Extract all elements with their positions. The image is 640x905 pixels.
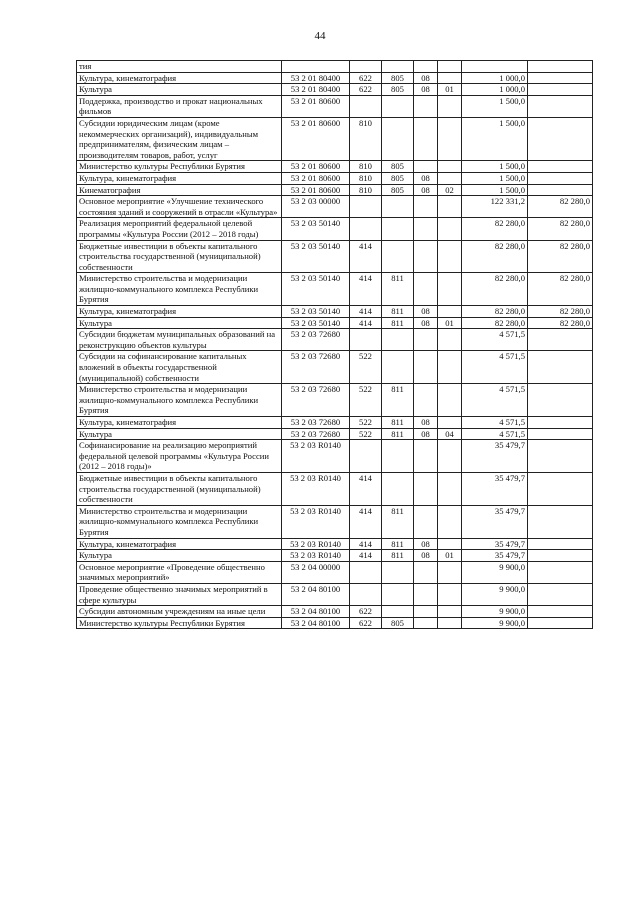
row-rz-cell	[414, 218, 438, 240]
row-vr-cell	[350, 95, 382, 117]
row-grbs-cell: 805	[382, 72, 414, 84]
row-name-cell: Основное мероприятие «Проведение общественно значимых мероприятий»	[77, 561, 282, 583]
row-sum1-cell: 9 900,0	[462, 561, 528, 583]
table-row	[77, 351, 593, 384]
row-rz-cell	[414, 329, 438, 351]
row-name-cell: Проведение общественно значимых мероприятий в сфере культуры	[77, 583, 282, 605]
row-grbs-cell	[382, 61, 414, 73]
row-rz-cell	[414, 95, 438, 117]
row-sum1-cell: 4 571,5	[462, 351, 528, 384]
row-vr-cell	[350, 196, 382, 218]
row-vr-cell	[350, 583, 382, 605]
row-sum2-cell: 82 280,0	[528, 196, 593, 218]
row-sum2-cell	[528, 384, 593, 417]
row-rz-cell: 08	[414, 84, 438, 96]
row-sum1-cell: 9 900,0	[462, 583, 528, 605]
row-sum1-cell: 122 331,2	[462, 196, 528, 218]
table-row	[77, 172, 593, 184]
row-sum2-cell	[528, 617, 593, 629]
row-sum1-cell: 4 571,5	[462, 329, 528, 351]
table-row	[77, 61, 593, 73]
budget-table	[76, 60, 593, 629]
row-rz-cell	[414, 617, 438, 629]
row-pr-cell	[438, 95, 462, 117]
row-sum1-cell: 82 280,0	[462, 317, 528, 329]
row-vr-cell: 522	[350, 417, 382, 429]
row-rz-cell	[414, 117, 438, 160]
row-rz-cell	[414, 273, 438, 306]
row-pr-cell	[438, 384, 462, 417]
row-code-cell: 53 2 01 80400	[282, 72, 350, 84]
row-grbs-cell	[382, 606, 414, 618]
row-vr-cell	[350, 440, 382, 473]
row-pr-cell	[438, 61, 462, 73]
row-rz-cell	[414, 505, 438, 538]
table-row	[77, 505, 593, 538]
row-vr-cell	[350, 561, 382, 583]
row-rz-cell: 08	[414, 538, 438, 550]
row-pr-cell	[438, 505, 462, 538]
row-sum2-cell	[528, 561, 593, 583]
row-vr-cell: 414	[350, 550, 382, 562]
row-name-cell: Министерство строительства и модернизации жилищно-коммунального комплекса Республики Бурятия	[77, 505, 282, 538]
row-name-cell: Софинансирование на реализацию мероприятий федеральной целевой программы «Культура России (2012 – 2018 годы)»	[77, 440, 282, 473]
row-name-cell: Культура	[77, 317, 282, 329]
row-sum2-cell	[528, 329, 593, 351]
row-sum2-cell	[528, 61, 593, 73]
row-vr-cell: 414	[350, 538, 382, 550]
row-grbs-cell: 805	[382, 617, 414, 629]
row-grbs-cell	[382, 117, 414, 160]
row-sum2-cell: 82 280,0	[528, 317, 593, 329]
row-sum1-cell: 4 571,5	[462, 384, 528, 417]
row-sum1-cell: 82 280,0	[462, 240, 528, 273]
row-pr-cell	[438, 161, 462, 173]
row-rz-cell	[414, 196, 438, 218]
row-vr-cell	[350, 218, 382, 240]
row-grbs-cell: 811	[382, 505, 414, 538]
row-code-cell: 53 2 04 80100	[282, 583, 350, 605]
row-code-cell: 53 2 03 72680	[282, 384, 350, 417]
row-grbs-cell: 811	[382, 417, 414, 429]
row-sum2-cell	[528, 472, 593, 505]
row-vr-cell	[350, 329, 382, 351]
row-vr-cell: 522	[350, 428, 382, 440]
page-number: 44	[314, 30, 326, 42]
row-code-cell: 53 2 01 80600	[282, 172, 350, 184]
row-name-cell: Субсидии на софинансирование капитальных вложений в объекты государственной (муниципальной) собственности	[77, 351, 282, 384]
row-sum1-cell: 1 500,0	[462, 184, 528, 196]
row-grbs-cell	[382, 472, 414, 505]
row-pr-cell	[438, 351, 462, 384]
row-sum1-cell: 4 571,5	[462, 417, 528, 429]
row-sum2-cell	[528, 172, 593, 184]
row-vr-cell	[350, 61, 382, 73]
row-sum2-cell: 82 280,0	[528, 273, 593, 306]
row-vr-cell: 414	[350, 240, 382, 273]
row-grbs-cell	[382, 196, 414, 218]
row-grbs-cell: 811	[382, 428, 414, 440]
row-grbs-cell	[382, 583, 414, 605]
row-rz-cell	[414, 472, 438, 505]
row-rz-cell: 08	[414, 428, 438, 440]
table-row	[77, 472, 593, 505]
row-name-cell: Субсидии юридическим лицам (кроме некоммерческих организаций), индивидуальным предпринимателям, физическим лицам – производителям товаров, работ, услуг	[77, 117, 282, 160]
row-pr-cell: 04	[438, 428, 462, 440]
row-name-cell: тия	[77, 61, 282, 73]
row-code-cell: 53 2 03 50140	[282, 317, 350, 329]
row-pr-cell: 01	[438, 317, 462, 329]
table-row	[77, 329, 593, 351]
row-grbs-cell: 805	[382, 84, 414, 96]
row-rz-cell	[414, 61, 438, 73]
row-sum2-cell: 82 280,0	[528, 306, 593, 318]
row-vr-cell: 810	[350, 117, 382, 160]
row-code-cell: 53 2 03 50140	[282, 240, 350, 273]
row-code-cell: 53 2 01 80600	[282, 117, 350, 160]
row-rz-cell: 08	[414, 184, 438, 196]
row-sum2-cell	[528, 440, 593, 473]
table-row	[77, 184, 593, 196]
row-vr-cell: 522	[350, 351, 382, 384]
table-row	[77, 428, 593, 440]
row-pr-cell	[438, 306, 462, 318]
row-sum2-cell	[528, 583, 593, 605]
row-name-cell: Культура, кинематография	[77, 417, 282, 429]
table-row	[77, 240, 593, 273]
row-vr-cell: 414	[350, 273, 382, 306]
row-sum2-cell	[528, 505, 593, 538]
row-vr-cell: 622	[350, 606, 382, 618]
row-sum2-cell	[528, 184, 593, 196]
row-sum2-cell: 82 280,0	[528, 240, 593, 273]
table-row	[77, 617, 593, 629]
row-sum1-cell: 82 280,0	[462, 218, 528, 240]
row-sum1-cell: 1 500,0	[462, 161, 528, 173]
row-sum1-cell: 82 280,0	[462, 273, 528, 306]
table-row	[77, 196, 593, 218]
row-name-cell: Культура, кинематография	[77, 538, 282, 550]
table-row	[77, 550, 593, 562]
row-code-cell: 53 2 03 72680	[282, 329, 350, 351]
row-pr-cell	[438, 538, 462, 550]
row-name-cell: Культура, кинематография	[77, 72, 282, 84]
row-code-cell: 53 2 03 72680	[282, 417, 350, 429]
row-name-cell: Бюджетные инвестиции в объекты капитального строительства государственной (муниципальной) собственности	[77, 472, 282, 505]
row-sum2-cell	[528, 606, 593, 618]
row-vr-cell: 810	[350, 184, 382, 196]
row-name-cell: Реализация мероприятий федеральной целевой программы «Культура России (2012 – 2018 годы)	[77, 218, 282, 240]
row-name-cell: Министерство культуры Республики Бурятия	[77, 161, 282, 173]
table-row	[77, 84, 593, 96]
table-row	[77, 95, 593, 117]
row-vr-cell: 810	[350, 172, 382, 184]
row-pr-cell	[438, 440, 462, 473]
row-pr-cell	[438, 240, 462, 273]
row-sum2-cell	[528, 117, 593, 160]
row-vr-cell: 810	[350, 161, 382, 173]
row-rz-cell	[414, 561, 438, 583]
row-code-cell: 53 2 03 R0140	[282, 472, 350, 505]
row-rz-cell	[414, 384, 438, 417]
row-pr-cell: 01	[438, 84, 462, 96]
row-sum2-cell	[528, 161, 593, 173]
row-vr-cell: 414	[350, 505, 382, 538]
row-name-cell: Культура	[77, 550, 282, 562]
row-grbs-cell: 811	[382, 273, 414, 306]
table-row	[77, 117, 593, 160]
row-grbs-cell	[382, 240, 414, 273]
row-name-cell: Субсидии автономным учреждениям на иные цели	[77, 606, 282, 618]
row-sum1-cell: 9 900,0	[462, 606, 528, 618]
row-pr-cell	[438, 273, 462, 306]
table-row	[77, 72, 593, 84]
row-pr-cell	[438, 617, 462, 629]
row-name-cell: Министерство строительства и модернизации жилищно-коммунального комплекса Республики Бурятия	[77, 273, 282, 306]
row-name-cell: Культура	[77, 84, 282, 96]
row-name-cell: Поддержка, производство и прокат национальных фильмов	[77, 95, 282, 117]
row-sum2-cell	[528, 550, 593, 562]
table-row	[77, 417, 593, 429]
row-name-cell: Министерство строительства и модернизации жилищно-коммунального комплекса Республики Бурятия	[77, 384, 282, 417]
row-name-cell: Культура	[77, 428, 282, 440]
row-code-cell: 53 2 04 80100	[282, 617, 350, 629]
row-vr-cell: 622	[350, 617, 382, 629]
row-code-cell: 53 2 03 50140	[282, 306, 350, 318]
row-sum2-cell	[528, 95, 593, 117]
table-row	[77, 384, 593, 417]
row-code-cell: 53 2 01 80400	[282, 84, 350, 96]
row-rz-cell	[414, 583, 438, 605]
row-pr-cell	[438, 606, 462, 618]
row-grbs-cell	[382, 351, 414, 384]
row-code-cell: 53 2 03 00000	[282, 196, 350, 218]
row-vr-cell: 414	[350, 317, 382, 329]
row-vr-cell: 622	[350, 84, 382, 96]
row-sum2-cell	[528, 538, 593, 550]
row-grbs-cell: 805	[382, 172, 414, 184]
row-sum1-cell: 35 479,7	[462, 440, 528, 473]
row-sum1-cell: 9 900,0	[462, 617, 528, 629]
row-code-cell: 53 2 03 50140	[282, 273, 350, 306]
row-sum2-cell	[528, 417, 593, 429]
row-code-cell: 53 2 03 R0140	[282, 550, 350, 562]
table-row	[77, 538, 593, 550]
row-code-cell: 53 2 03 72680	[282, 428, 350, 440]
row-sum1-cell: 35 479,7	[462, 538, 528, 550]
row-code-cell: 53 2 03 R0140	[282, 505, 350, 538]
row-pr-cell	[438, 472, 462, 505]
row-code-cell: 53 2 04 00000	[282, 561, 350, 583]
row-grbs-cell: 811	[382, 538, 414, 550]
table-row	[77, 561, 593, 583]
table-row	[77, 306, 593, 318]
table-row	[77, 440, 593, 473]
row-vr-cell: 414	[350, 472, 382, 505]
row-rz-cell: 08	[414, 172, 438, 184]
row-rz-cell	[414, 351, 438, 384]
row-sum1-cell: 35 479,7	[462, 550, 528, 562]
row-grbs-cell	[382, 329, 414, 351]
row-pr-cell	[438, 117, 462, 160]
row-pr-cell	[438, 172, 462, 184]
row-rz-cell	[414, 440, 438, 473]
row-code-cell: 53 2 03 72680	[282, 351, 350, 384]
table-row	[77, 273, 593, 306]
row-sum1-cell: 1 000,0	[462, 84, 528, 96]
row-grbs-cell: 811	[382, 384, 414, 417]
row-name-cell: Кинематография	[77, 184, 282, 196]
row-rz-cell	[414, 606, 438, 618]
row-name-cell: Министерство культуры Республики Бурятия	[77, 617, 282, 629]
row-pr-cell	[438, 196, 462, 218]
row-sum2-cell: 82 280,0	[528, 218, 593, 240]
row-grbs-cell	[382, 95, 414, 117]
row-sum1-cell: 1 500,0	[462, 172, 528, 184]
row-name-cell: Основное мероприятие «Улучшение технического состояния зданий и сооружений в отрасли «Культура»	[77, 196, 282, 218]
row-code-cell	[282, 61, 350, 73]
row-grbs-cell: 805	[382, 161, 414, 173]
row-name-cell: Культура, кинематография	[77, 172, 282, 184]
row-grbs-cell	[382, 218, 414, 240]
row-sum1-cell: 82 280,0	[462, 306, 528, 318]
row-grbs-cell	[382, 561, 414, 583]
row-vr-cell: 414	[350, 306, 382, 318]
row-code-cell: 53 2 03 R0140	[282, 538, 350, 550]
row-pr-cell: 02	[438, 184, 462, 196]
row-code-cell: 53 2 03 R0140	[282, 440, 350, 473]
row-name-cell: Культура, кинематография	[77, 306, 282, 318]
row-sum2-cell	[528, 428, 593, 440]
table-row	[77, 583, 593, 605]
row-sum1-cell: 1 500,0	[462, 117, 528, 160]
row-grbs-cell: 811	[382, 317, 414, 329]
row-pr-cell: 01	[438, 550, 462, 562]
row-pr-cell	[438, 417, 462, 429]
row-sum1-cell: 35 479,7	[462, 472, 528, 505]
row-sum2-cell	[528, 351, 593, 384]
row-pr-cell	[438, 72, 462, 84]
row-rz-cell: 08	[414, 550, 438, 562]
table-row	[77, 218, 593, 240]
row-sum1-cell: 4 571,5	[462, 428, 528, 440]
row-sum2-cell	[528, 84, 593, 96]
row-vr-cell: 622	[350, 72, 382, 84]
row-grbs-cell: 805	[382, 184, 414, 196]
row-code-cell: 53 2 01 80600	[282, 184, 350, 196]
row-code-cell: 53 2 01 80600	[282, 161, 350, 173]
row-rz-cell	[414, 161, 438, 173]
row-grbs-cell: 811	[382, 306, 414, 318]
row-pr-cell	[438, 561, 462, 583]
row-name-cell: Субсидии бюджетам муниципальных образований на реконструкцию объектов культуры	[77, 329, 282, 351]
row-grbs-cell	[382, 440, 414, 473]
row-pr-cell	[438, 583, 462, 605]
row-pr-cell	[438, 329, 462, 351]
row-rz-cell: 08	[414, 306, 438, 318]
row-rz-cell	[414, 240, 438, 273]
row-code-cell: 53 2 04 80100	[282, 606, 350, 618]
table-row	[77, 161, 593, 173]
row-sum1-cell	[462, 61, 528, 73]
row-code-cell: 53 2 01 80600	[282, 95, 350, 117]
row-sum2-cell	[528, 72, 593, 84]
table-row	[77, 317, 593, 329]
table-row	[77, 606, 593, 618]
row-sum1-cell: 1 000,0	[462, 72, 528, 84]
row-rz-cell: 08	[414, 72, 438, 84]
row-vr-cell: 522	[350, 384, 382, 417]
row-pr-cell	[438, 218, 462, 240]
row-name-cell: Бюджетные инвестиции в объекты капитального строительства государственной (муниципальной) собственности	[77, 240, 282, 273]
row-grbs-cell: 811	[382, 550, 414, 562]
row-sum1-cell: 1 500,0	[462, 95, 528, 117]
row-rz-cell: 08	[414, 417, 438, 429]
row-sum1-cell: 35 479,7	[462, 505, 528, 538]
row-rz-cell: 08	[414, 317, 438, 329]
row-code-cell: 53 2 03 50140	[282, 218, 350, 240]
